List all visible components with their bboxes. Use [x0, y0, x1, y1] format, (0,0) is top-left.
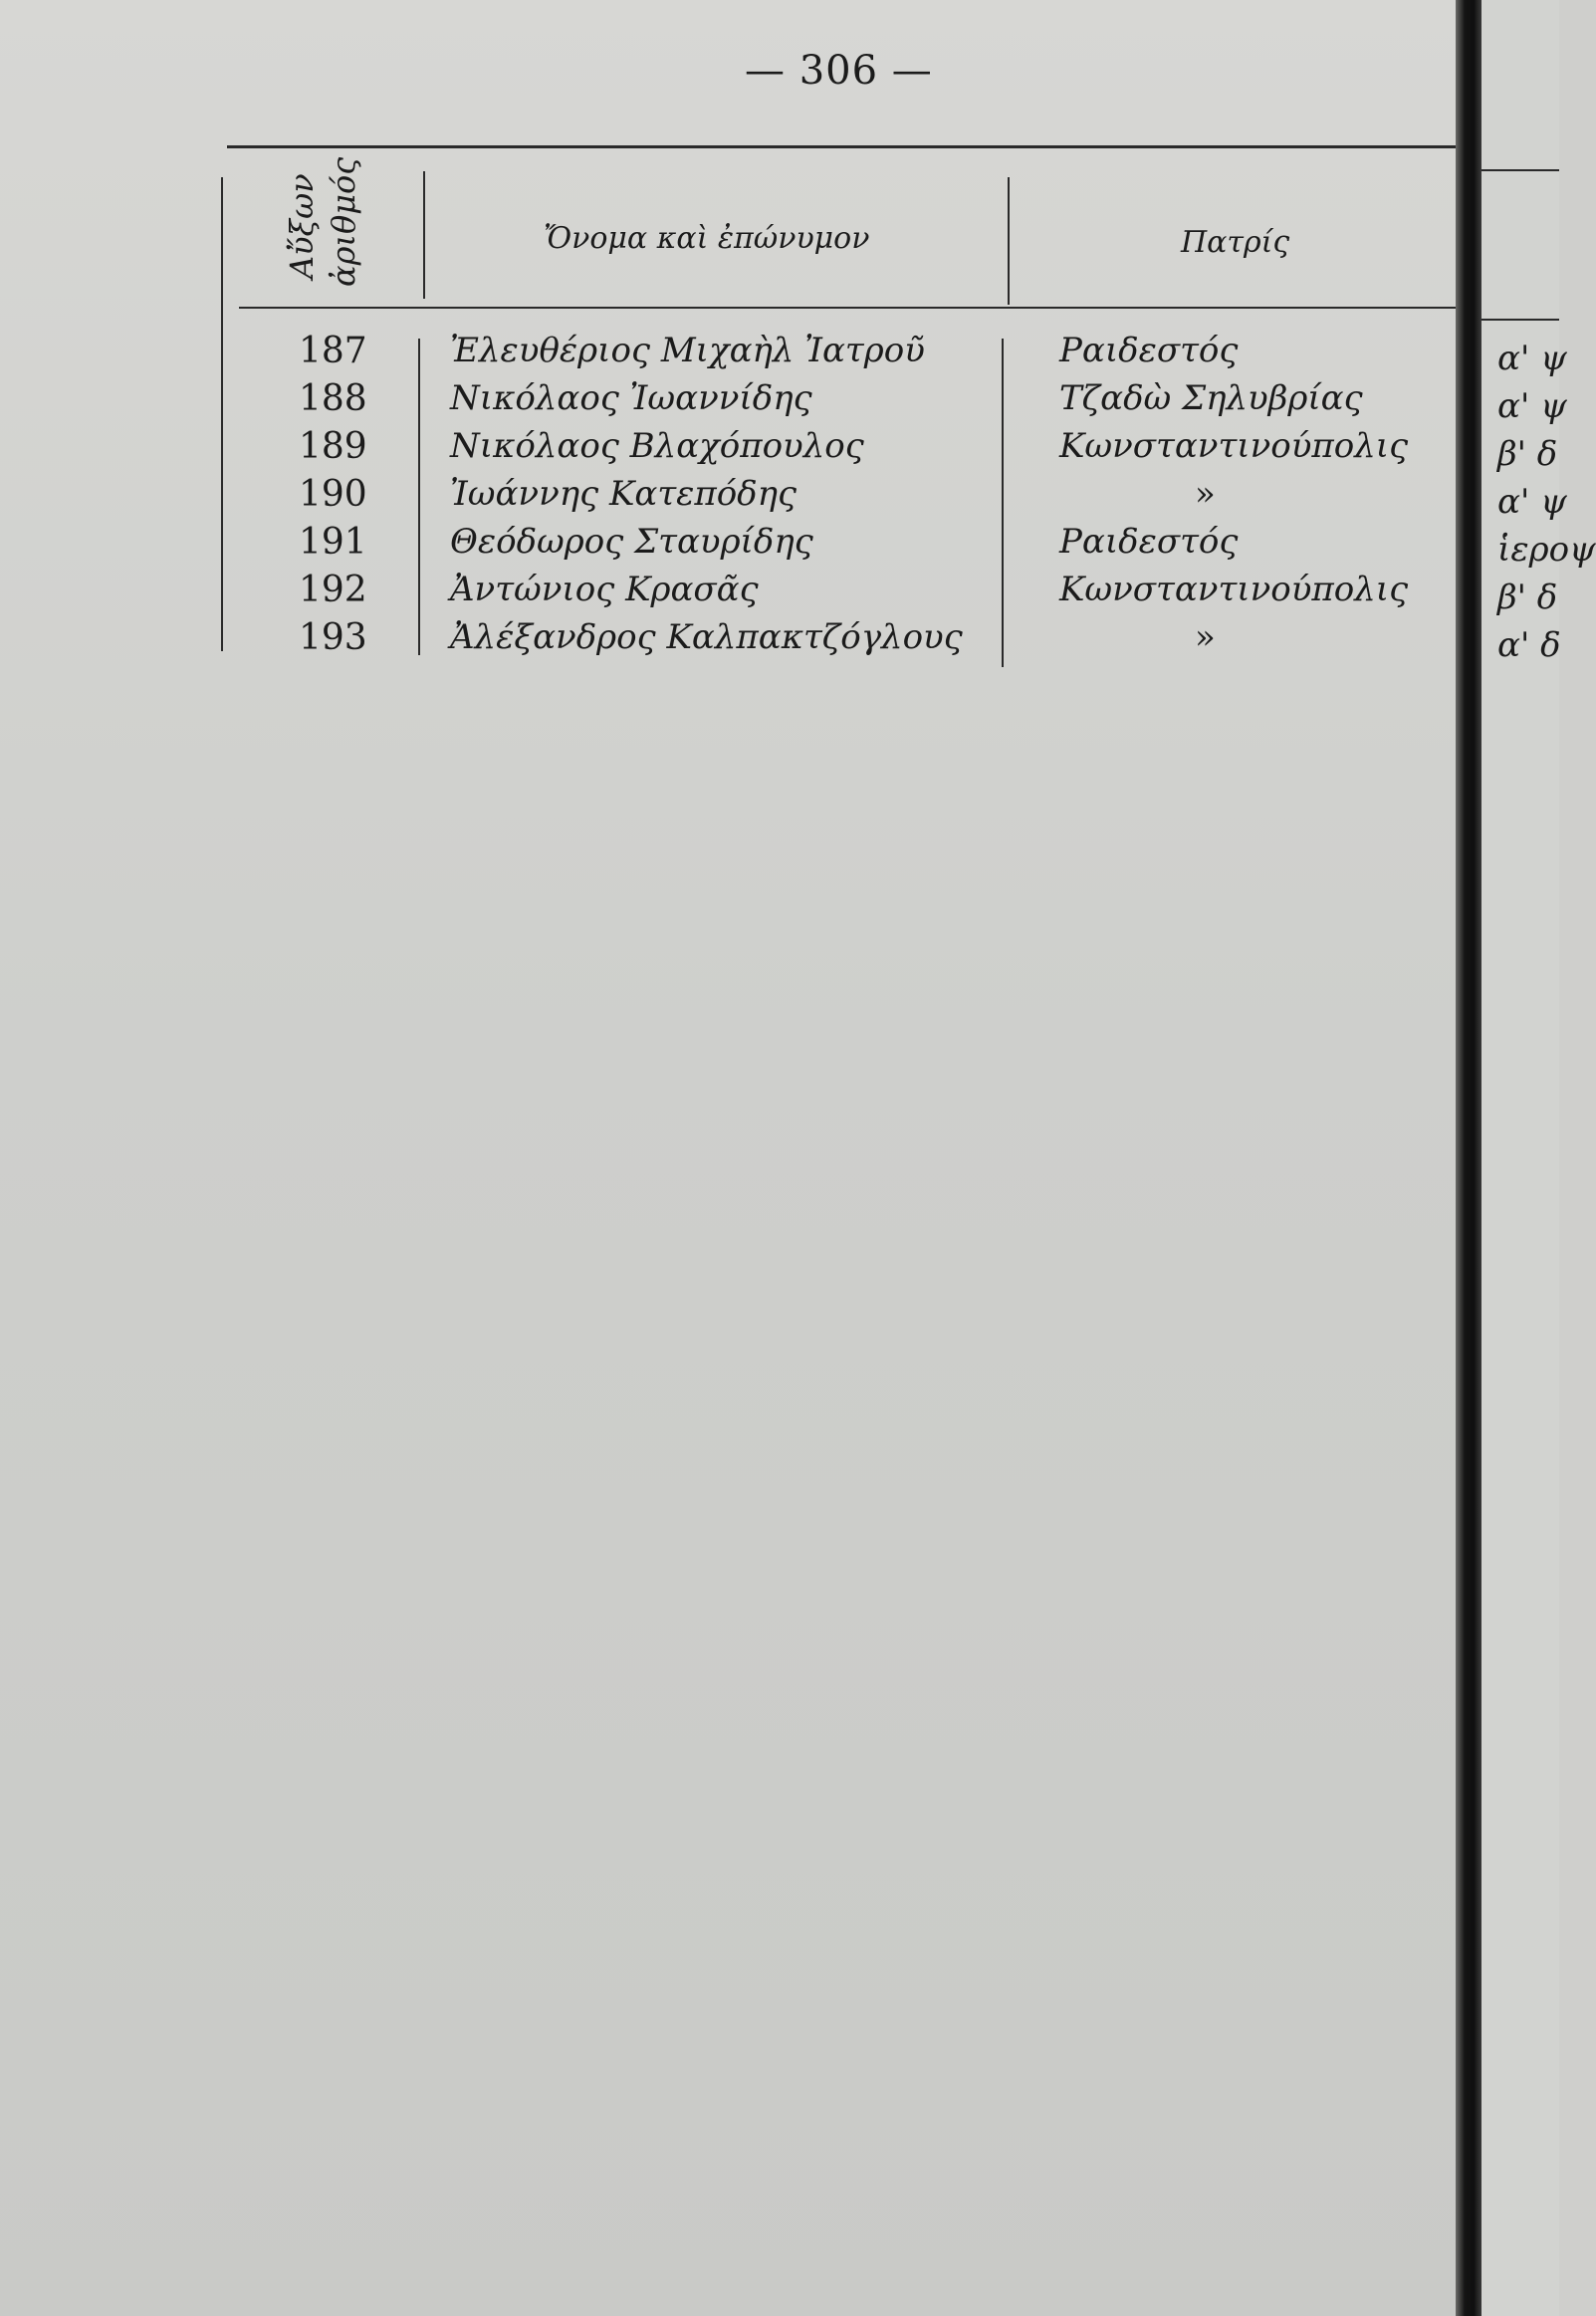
row-number: 189 — [299, 426, 367, 467]
row-name: Νικόλαος Βλαχόπουλος — [450, 426, 864, 466]
adjacent-row — [0, 386, 1567, 434]
adjacent-header-rule — [1482, 319, 1559, 321]
header-serial-line1: Αὔξων — [283, 173, 321, 279]
row-homeland: Κωνσταντινούπολις — [1059, 426, 1409, 466]
adjacent-row — [0, 625, 1561, 673]
row-number: 191 — [299, 522, 367, 563]
adjacent-top-rule — [1482, 169, 1559, 171]
table-top-rule — [227, 145, 1462, 148]
header-homeland: Πατρίς — [1181, 225, 1290, 260]
row-number: 188 — [299, 378, 367, 419]
row-homeland: Κωνσταντινούπολις — [1059, 570, 1409, 609]
row-homeland: » — [1195, 474, 1216, 514]
adjacent-text: ἱεροψ — [1497, 530, 1596, 570]
adjacent-text: β' δ — [1497, 578, 1558, 617]
adjacent-text: β' δ — [1497, 434, 1558, 474]
header-divider-1 — [423, 171, 425, 299]
row-name: Θεόδωρος Σταυρίδης — [450, 522, 813, 562]
adjacent-text: α' ψ — [1497, 386, 1567, 426]
adjacent-text: α' δ — [1497, 625, 1561, 665]
row-name: Ἰωάννης Κατεπόδης — [450, 474, 798, 514]
row-number: 190 — [299, 474, 367, 515]
row-name: Ἐλευθέριος Μιχαὴλ Ἰατροῦ — [450, 331, 925, 370]
adjacent-row — [0, 482, 1567, 530]
row-name: Ἀντώνιος Κρασᾶς — [450, 570, 759, 609]
row-number: 192 — [299, 570, 367, 610]
row-number: 187 — [299, 331, 367, 371]
row-homeland: Ραιδεστός — [1059, 522, 1239, 562]
adjacent-row — [0, 434, 1558, 482]
header-serial-number — [259, 149, 368, 309]
adjacent-row — [0, 339, 1567, 386]
row-homeland: Τζαδὼ Σηλυβρίας — [1059, 378, 1363, 418]
adjacent-text: α' ψ — [1497, 339, 1567, 378]
adjacent-row — [0, 578, 1558, 625]
page-number: — 306 — — [745, 48, 933, 94]
header-divider-2 — [1008, 177, 1010, 305]
adjacent-text: α' ψ — [1497, 482, 1567, 522]
header-serial-line2: ἀριθμός — [325, 156, 362, 287]
row-homeland: Ραιδεστός — [1059, 331, 1239, 370]
header-name: Ὄνομα καὶ ἐπώνυμον — [544, 221, 870, 256]
row-number: 193 — [299, 617, 367, 658]
row-name: Ἀλέξανδρος Καλπακτζόγλους — [450, 617, 963, 657]
header-bottom-rule — [239, 307, 1462, 309]
row-name: Νικόλαος Ἰωαννίδης — [450, 378, 812, 418]
row-homeland: » — [1195, 617, 1216, 657]
adjacent-row — [0, 530, 1596, 578]
